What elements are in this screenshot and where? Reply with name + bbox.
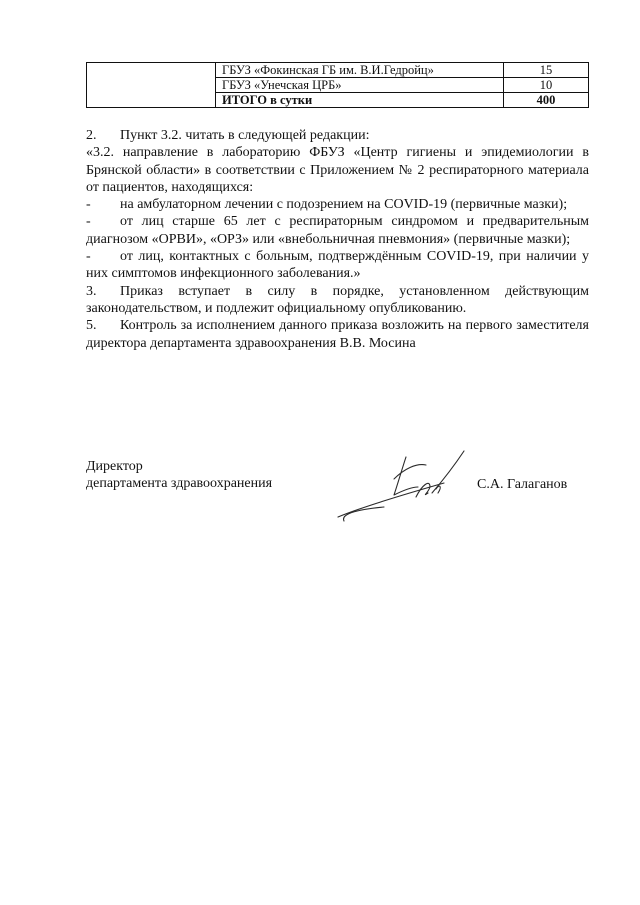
handwritten-signature [332,443,472,527]
allocation-table [86,62,589,108]
paragraph-3 [86,283,589,318]
paragraph-text: Приказ вступает в силу в порядке, установленном действующим законодательством, и подлежит официальному опубликованию. [86,283,589,316]
paragraph-number: 5. [86,318,97,334]
bullet-text: от лиц, контактных с больным, подтверждённым COVID-19, при наличии у них симптомов инфекционного заболевания.» [86,249,589,282]
paragraph-2 [86,127,589,144]
signer-name: С.А. Галаганов [477,477,568,492]
paragraph-number: 3. [86,283,97,299]
signer-title-line2: департамента здравоохранения [86,476,273,492]
table-row [87,63,589,78]
paragraph-5 [86,317,589,352]
bullet-mark: - [86,197,91,213]
quote-intro: «3.2. направление в лабораторию ФБУЗ «Центр гигиены и эпидемиологии в Брянской области» в соответствии с Приложением № 2 респираторного материала от пациентов, находящихся: [86,145,589,195]
paragraph-number: 2. [86,128,97,143]
bullet-item [86,213,589,248]
table-cell-name: ГБУЗ «Фокинская ГБ им. В.И.Гедройц» [216,63,504,78]
paragraph-text: Контроль за исполнением данного приказа возложить на первого заместителя директора департамента здравоохранения В.В. Мосина [86,318,589,351]
table-cell-name: ИТОГО в сутки [216,93,504,108]
table-cell-value: 10 [504,78,589,93]
table-cell-name: ГБУЗ «Унечская ЦРБ» [216,78,504,93]
signer-title [86,458,272,493]
bullet-mark: - [86,249,91,265]
bullet-text: от лиц старше 65 лет с респираторным синдромом и предварительным диагнозом «ОРВИ», «ОРЗ» или «внебольничная пневмония» (первичные мазки); [86,214,589,247]
signer-title-line1: Директор [86,459,143,474]
table-cell-value: 15 [504,63,589,78]
bullet-item [86,196,589,213]
bullet-mark: - [86,214,91,230]
table-cell-value: 400 [504,93,589,108]
table-blank-cell [87,63,216,108]
paragraph-text: Пункт 3.2. читать в следующей редакции: [120,128,370,143]
document-body [86,127,589,352]
bullet-text: на амбулаторном лечении с подозрением на COVID-19 (первичные мазки); [120,197,568,213]
bullet-item [86,248,589,283]
